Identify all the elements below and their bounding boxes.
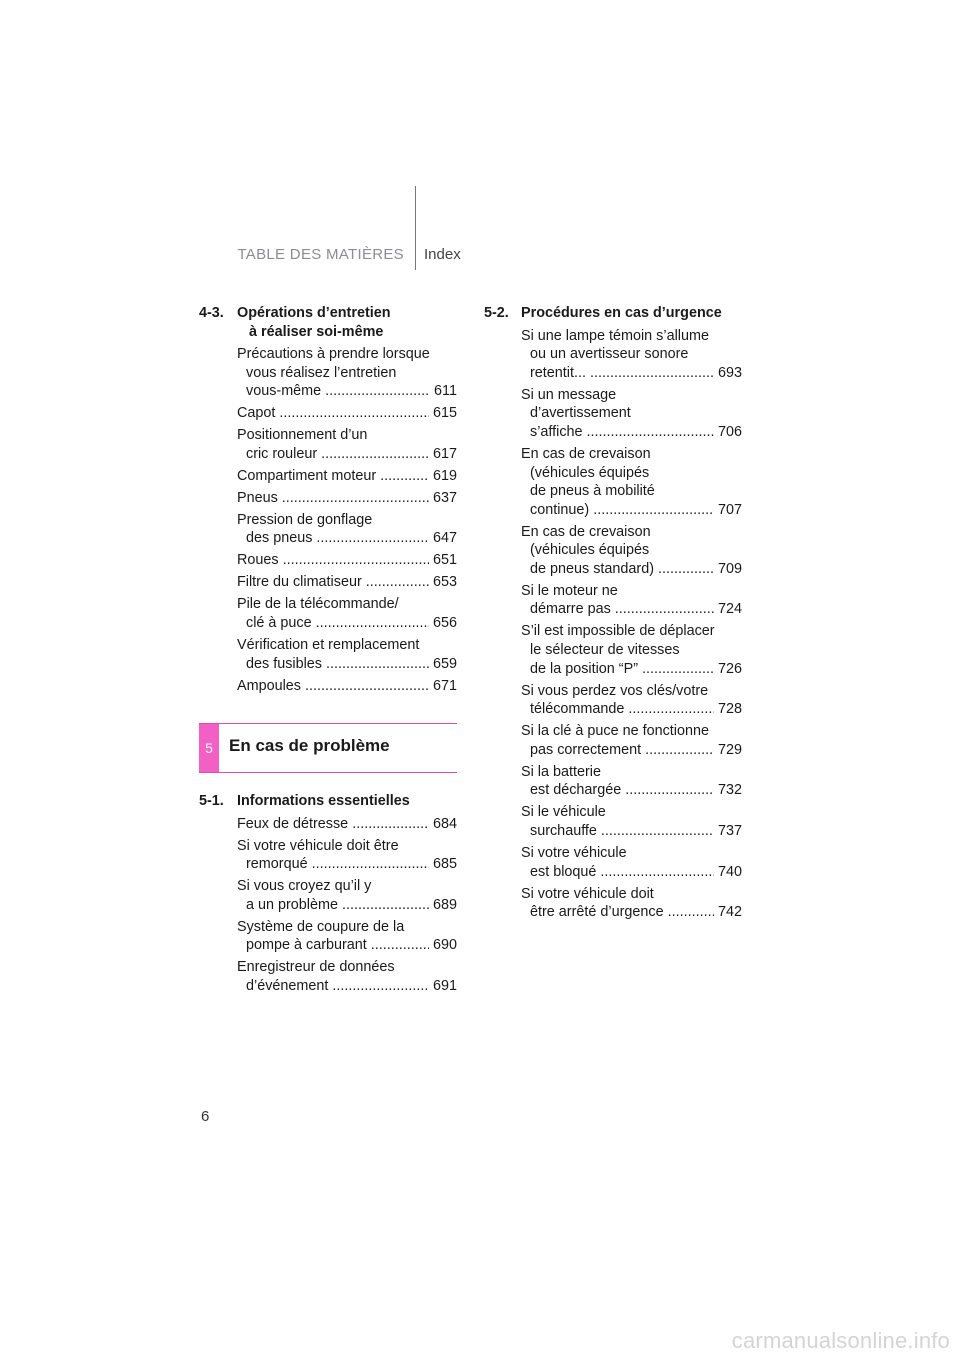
toc-entry-text: surchauffe ..... xyxy=(530,822,714,841)
section-heading xyxy=(199,792,457,811)
toc-page-number: 728 xyxy=(717,701,742,718)
section-title-line: à réaliser soi-même xyxy=(249,323,384,340)
toc-entry-text: (véhicules équipés xyxy=(530,464,650,481)
section-4-3 xyxy=(199,304,457,695)
toc-entry-text: S’il est impossible de déplacer xyxy=(521,623,715,640)
toc-entry-row xyxy=(521,560,742,579)
toc-entry[interactable] xyxy=(199,877,457,914)
toc-entry-text: cric rouleur ..... xyxy=(246,445,429,464)
toc-entry-text: a un problème ..... xyxy=(246,896,429,915)
toc-entry[interactable] xyxy=(484,386,742,442)
toc-entry-text: le sélecteur de vitesses xyxy=(530,642,680,659)
toc-entry[interactable] xyxy=(484,582,742,619)
toc-entry-text: Vérification et remplacement xyxy=(237,637,420,654)
toc-page-number: 691 xyxy=(432,977,457,994)
toc-page-number: 685 xyxy=(432,856,457,873)
toc-entry-text: être arrêté d’urgence ..... xyxy=(530,903,714,922)
toc-entry-text: Pneus ..... xyxy=(237,489,429,508)
toc-entry-text: Si la clé à puce ne fonctionne xyxy=(521,723,710,740)
toc-entry-row xyxy=(237,855,457,874)
toc-entry-row xyxy=(521,863,742,882)
toc-link[interactable]: TABLE DES MATIÈRES xyxy=(237,246,404,263)
toc-page-number: 647 xyxy=(432,530,457,547)
toc-page-number: 732 xyxy=(717,782,742,799)
chapter-title: En cas de problème xyxy=(229,736,390,755)
toc-entry-text: Positionnement d’un xyxy=(237,427,368,444)
toc-entry-text: En cas de crevaison xyxy=(521,523,651,540)
toc-page-number: 617 xyxy=(432,445,457,462)
toc-entry-text: vous réalisez l’entretien xyxy=(246,364,397,381)
toc-entry-text: (véhicules équipés xyxy=(530,542,650,559)
toc-entry-row xyxy=(521,423,742,442)
section-5-1 xyxy=(199,792,457,996)
toc-entry-row xyxy=(237,573,457,592)
toc-page-number: 742 xyxy=(717,904,742,921)
toc-entry-text: Si vous croyez qu’il y xyxy=(237,878,372,895)
left-column xyxy=(199,304,457,699)
toc-page-number: 689 xyxy=(432,896,457,913)
section-number: 5-1. xyxy=(199,793,224,809)
toc-entry[interactable] xyxy=(199,815,457,834)
toc-page-number: 724 xyxy=(717,601,742,618)
toc-entry[interactable] xyxy=(484,445,742,519)
toc-entry[interactable] xyxy=(199,918,457,955)
toc-entry-text: de la position “P” ..... xyxy=(530,660,714,679)
toc-page-number: 671 xyxy=(432,677,457,694)
toc-entry[interactable] xyxy=(199,595,457,632)
toc-page-number: 653 xyxy=(432,574,457,591)
toc-entry[interactable] xyxy=(199,345,457,401)
toc-entry-text: Si un message xyxy=(521,386,617,403)
toc-entry-text: Si votre véhicule doit être xyxy=(237,837,399,854)
section-title-line: Opérations d’entretien xyxy=(237,305,391,321)
toc-entry-text: Ampoules ..... xyxy=(237,677,429,696)
toc-entry[interactable] xyxy=(484,763,742,800)
toc-entry-text: Système de coupure de la xyxy=(237,918,405,935)
toc-entry-row xyxy=(237,467,457,486)
toc-entry[interactable] xyxy=(199,677,457,696)
toc-entry-row xyxy=(237,655,457,674)
toc-entry-text: Si la batterie xyxy=(521,763,601,780)
toc-entry-text: démarre pas ..... xyxy=(530,600,714,619)
toc-entry-text: pompe à carburant ..... xyxy=(246,936,429,955)
toc-page-number: 706 xyxy=(717,423,742,440)
toc-entry-row xyxy=(237,382,457,401)
toc-entry-text: d’avertissement xyxy=(530,405,631,422)
left-column-lower xyxy=(199,792,457,999)
toc-entry-row xyxy=(237,529,457,548)
index-link[interactable]: Index xyxy=(424,246,461,263)
toc-entry-row xyxy=(237,677,457,696)
toc-entry-text: de pneus à mobilité xyxy=(530,483,655,500)
toc-entry-text: Pile de la télécommande/ xyxy=(237,596,399,613)
toc-entry-text: En cas de crevaison xyxy=(521,445,651,462)
toc-entry-row xyxy=(521,501,742,520)
toc-entry-row xyxy=(237,551,457,570)
toc-page-number: 709 xyxy=(717,560,742,577)
toc-page-number: 740 xyxy=(717,863,742,880)
chapter-number-tab: 5 xyxy=(199,724,219,772)
toc-page-number: 615 xyxy=(432,405,457,422)
toc-entry[interactable] xyxy=(484,523,742,579)
toc-entry-text: clé à puce ..... xyxy=(246,614,429,633)
toc-entry[interactable] xyxy=(484,803,742,840)
toc-entry-row xyxy=(237,489,457,508)
toc-page-number: 637 xyxy=(432,489,457,506)
toc-entry-row xyxy=(237,815,457,834)
toc-entry-text: Filtre du climatiseur ..... xyxy=(237,573,429,592)
toc-entry[interactable] xyxy=(199,511,457,548)
toc-entry-text: Si le véhicule xyxy=(521,804,606,821)
toc-entry-text: Si votre véhicule xyxy=(521,844,627,861)
toc-page-number: 659 xyxy=(432,655,457,672)
toc-page-number: 726 xyxy=(717,660,742,677)
section-number: 5-2. xyxy=(484,305,509,321)
toc-entry-row xyxy=(237,896,457,915)
toc-entry-row xyxy=(521,903,742,922)
toc-entry-row xyxy=(237,404,457,423)
toc-entry-row xyxy=(237,614,457,633)
toc-entry-text: Feux de détresse ..... xyxy=(237,815,429,834)
section-heading xyxy=(199,304,457,341)
toc-entry-row xyxy=(237,977,457,996)
toc-page-number: 693 xyxy=(717,364,742,381)
toc-entry-row xyxy=(521,822,742,841)
toc-entry[interactable] xyxy=(484,844,742,881)
toc-entry-row xyxy=(521,781,742,800)
toc-entry-row xyxy=(521,741,742,760)
toc-page-number: 656 xyxy=(432,615,457,632)
toc-entry-text: Enregistreur de données xyxy=(237,959,395,976)
toc-entry-text: des fusibles ..... xyxy=(246,655,429,674)
toc-entry-row xyxy=(237,936,457,955)
toc-entry-row xyxy=(521,700,742,719)
toc-entry-text: pas correctement ..... xyxy=(530,741,714,760)
toc-entry-text: ou un avertisseur sonore xyxy=(530,346,689,363)
toc-entry-text: Si vous perdez vos clés/votre xyxy=(521,682,709,699)
toc-entry[interactable] xyxy=(199,426,457,463)
toc-entry-row xyxy=(521,364,742,383)
toc-entry-text: Roues ..... xyxy=(237,551,429,570)
page-number: 6 xyxy=(201,1108,210,1125)
toc-entry[interactable] xyxy=(199,636,457,673)
toc-entry-row xyxy=(237,445,457,464)
toc-entry-text: continue) ..... xyxy=(530,501,714,520)
section-title-line: Procédures en cas d’urgence xyxy=(521,305,722,321)
toc-entry-text: Si votre véhicule doit xyxy=(521,885,654,902)
toc-entry-text: remorqué ..... xyxy=(246,855,429,874)
toc-page-number: 707 xyxy=(717,501,742,518)
toc-page-number: 729 xyxy=(717,741,742,758)
chapter-heading-box xyxy=(199,723,457,773)
toc-entry[interactable] xyxy=(199,958,457,995)
toc-page-number: 684 xyxy=(432,815,457,832)
toc-entry[interactable] xyxy=(484,622,742,678)
toc-entry[interactable] xyxy=(199,837,457,874)
toc-entry[interactable] xyxy=(199,551,457,570)
toc-entry-text: s’affiche ..... xyxy=(530,423,714,442)
toc-entry-text: Pression de gonflage xyxy=(237,511,373,528)
toc-page-number: 619 xyxy=(432,467,457,484)
toc-page-number: 651 xyxy=(432,552,457,569)
toc-entry-text: est déchargée ..... xyxy=(530,781,714,800)
right-column xyxy=(484,304,742,925)
toc-entry[interactable] xyxy=(199,467,457,486)
toc-entry[interactable] xyxy=(199,404,457,423)
toc-entry-text: de pneus standard) ..... xyxy=(530,560,714,579)
toc-entry-text: Capot ..... xyxy=(237,404,429,423)
section-title-line: Informations essentielles xyxy=(237,793,410,809)
nav-divider xyxy=(415,186,416,270)
toc-entry[interactable] xyxy=(484,682,742,719)
toc-entry[interactable] xyxy=(484,722,742,759)
section-heading xyxy=(484,304,742,323)
watermark-text: carmanualsonline.info xyxy=(731,1328,950,1353)
toc-entry[interactable] xyxy=(484,885,742,922)
toc-entry-text: Compartiment moteur ..... xyxy=(237,467,429,486)
toc-entry-text: d’événement ..... xyxy=(246,977,429,996)
toc-page-number: 737 xyxy=(717,822,742,839)
toc-entry-text: Si le moteur ne xyxy=(521,582,618,599)
toc-entry-text: retentit... ..... xyxy=(530,364,714,383)
toc-page-number: 690 xyxy=(432,937,457,954)
toc-entry-text: des pneus ..... xyxy=(246,529,429,548)
toc-entry[interactable] xyxy=(484,327,742,383)
top-navigation xyxy=(0,246,960,270)
toc-entry[interactable] xyxy=(199,573,457,592)
toc-entry-text: Si une lampe témoin s’allume xyxy=(521,327,709,344)
section-number: 4-3. xyxy=(199,305,224,321)
toc-entry-text: vous-même ..... xyxy=(246,382,430,401)
toc-entry-text: télécommande ..... xyxy=(530,700,714,719)
toc-entry[interactable] xyxy=(199,489,457,508)
toc-entry-row xyxy=(521,660,742,679)
toc-entry-row xyxy=(521,600,742,619)
toc-entry-text: est bloqué ..... xyxy=(530,863,714,882)
section-5-2 xyxy=(484,304,742,922)
toc-page-number: 611 xyxy=(434,383,457,400)
toc-entry-text: Précautions à prendre lorsque xyxy=(237,346,430,363)
